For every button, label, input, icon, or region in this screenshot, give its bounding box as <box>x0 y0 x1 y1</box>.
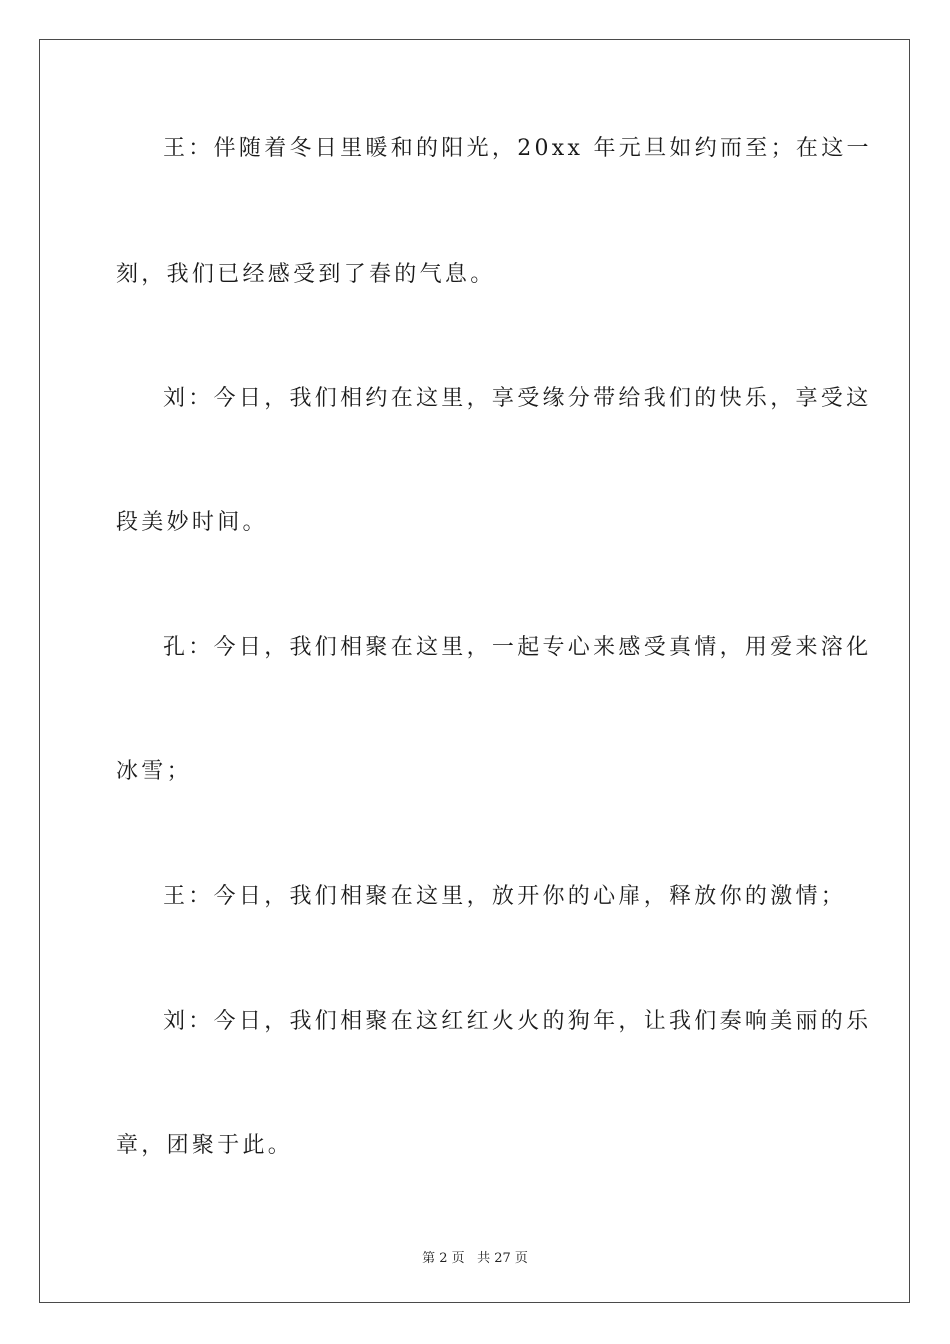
paragraph-5-line-2: 章，团聚于此。 <box>116 1133 294 1158</box>
paragraph-5-line-1: 刘：今日，我们相聚在这红红火火的狗年，让我们奏响美丽的乐 <box>163 1009 872 1034</box>
total-page-count: 共 27 页 <box>477 1251 528 1266</box>
paragraph-1-line-2: 刻，我们已经感受到了春的气息。 <box>116 262 496 287</box>
page-footer <box>0 1247 950 1266</box>
current-page-number: 第 2 页 <box>422 1251 465 1266</box>
paragraph-3-line-2: 冰雪； <box>116 759 192 784</box>
paragraph-1-line-1: 王：伴随着冬日里暖和的阳光，20xx 年元旦如约而至；在这一 <box>163 136 872 161</box>
paragraph-2-line-2: 段美妙时间。 <box>116 510 268 535</box>
paragraph-3-line-1: 孔：今日，我们相聚在这里，一起专心来感受真情，用爱来溶化 <box>163 635 872 660</box>
page-border <box>39 39 910 1303</box>
paragraph-4-line-1: 王：今日，我们相聚在这里，放开你的心扉，释放你的激情； <box>163 884 847 909</box>
paragraph-2-line-1: 刘：今日，我们相约在这里，享受缘分带给我们的快乐，享受这 <box>163 386 872 411</box>
